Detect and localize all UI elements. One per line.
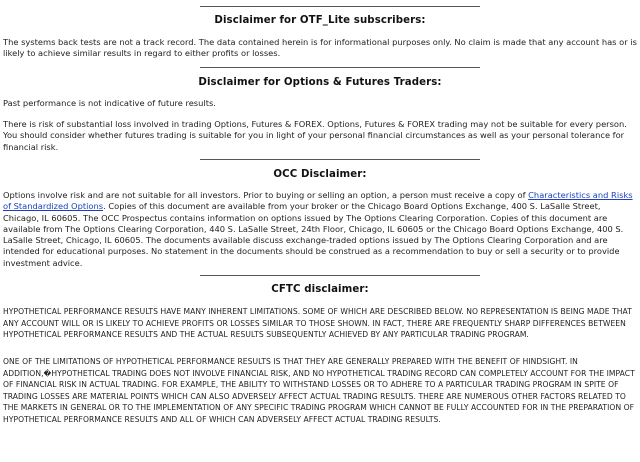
heading-options-futures: Disclaimer for Options & Futures Traders: [198, 77, 442, 88]
divider [200, 67, 480, 68]
occ-text-after-link: . Copies of this document are available from your broker or the Chicago Board Options Exchange, 400 S. LaSalle Street, Chicago, IL 60605. The OCC Prospectus contains information on options issued by The Options Clearing Corporation. Copies of this document are available from The Options Clearing Corporation, 440 S. LaSalle Street, 24th Floor, Chicago, IL 60605 or the Chicago Board Options Exchange, 400 S. LaSalle Street, Chicago, IL 60605. The documents available discuss exchange-traded options issued by The Options Clearing Corporation and are intended for educational purposes. No statement in the documents should be construed as a recommendation to buy or sell a security or to provide investment advice. [3, 201, 624, 268]
paragraph-cftc-2: ONE OF THE LIMITATIONS OF HYPOTHETICAL PERFORMANCE RESULTS IS THAT THEY ARE GENERALLY PREPARED WITH THE BENEFIT OF HINDSIGHT. IN ADDITION,�HYPOTHETICAL TRADING DOES NOT INVOLVE FINANCIAL RISK, AND NO HYPOTHETICAL TRADING RECORD CAN COMPLETELY ACCOUNT FOR THE IMPACT OF FINANCIAL RISK IN ACTUAL TRADING. FOR EXAMPLE, THE ABILITY TO WITHSTAND LOSSES OR TO ADHERE TO A PARTICULAR TRADING PROGRAM IN SPITE OF TRADING LOSSES ARE MATERIAL POINTS WHICH CAN ALSO ADVERSELY AFFECT ACTUAL TRADING RESULTS. THERE ARE NUMEROUS OTHER FACTORS RELATED TO THE MARKETS IN GENERAL OR TO THE IMPLEMENTATION OF ANY SPECIFIC TRADING PROGRAM WHICH CANNOT BE FULLY ACCOUNTED FOR IN THE PREPARATION OF HYPOTHETICAL PERFORMANCE RESULTS AND ALL OF WHICH CAN ADVERSELY AFFECT ACTUAL TRADING RESULTS. [3, 357, 635, 424]
divider [200, 275, 480, 276]
paragraph-risk-of-loss: There is risk of substantial loss involved in trading Options, Futures & FOREX. Options, Futures & FOREX trading may not be suitable for every person. You should consider whether futures trading is suitable for you in light of your personal financial circumstances as well as your personal tolerance for financial risk. [3, 119, 627, 152]
heading-otf-lite: Disclaimer for OTF_Lite subscribers: [214, 15, 426, 26]
occ-text-before-link: Options involve risk and are not suitable for all investors. Prior to buying or selling an option, a person must receive a copy of [3, 190, 526, 200]
paragraph-cftc-1: HYPOTHETICAL PERFORMANCE RESULTS HAVE MANY INHERENT LIMITATIONS. SOME OF WHICH ARE DESCRIBED BELOW. NO REPRESENTATION IS BEING MADE THAT ANY ACCOUNT WILL OR IS LIKELY TO ACHIEVE PROFITS OR LOSSES SIMILAR TO THOSE SHOWN. IN FACT, THERE ARE FREQUENTLY SHARP DIFFERENCES BETWEEN HYPOTHETICAL PERFORMANCE RESULTS AND THE ACTUAL RESULTS SUBSEQUENTLY ACHIEVED BY ANY PARTICULAR TRADING PROGRAM. [3, 307, 632, 340]
characteristics-risks-link[interactable]: Characteristics and Risks of Standardized Options [3, 190, 633, 212]
paragraph-otf-lite: The systems back tests are not a track record. The data contained herein is for informational purposes only. No claim is made that any account has or is likely to achieve similar results in regard to either profits or losses. [3, 37, 637, 59]
paragraph-past-performance: Past performance is not indicative of future results. [3, 98, 216, 108]
divider [200, 6, 480, 7]
divider [200, 159, 480, 160]
paragraph-occ [3, 190, 637, 269]
heading-cftc: CFTC disclaimer: [271, 284, 369, 295]
heading-occ: OCC Disclaimer: [273, 169, 367, 180]
